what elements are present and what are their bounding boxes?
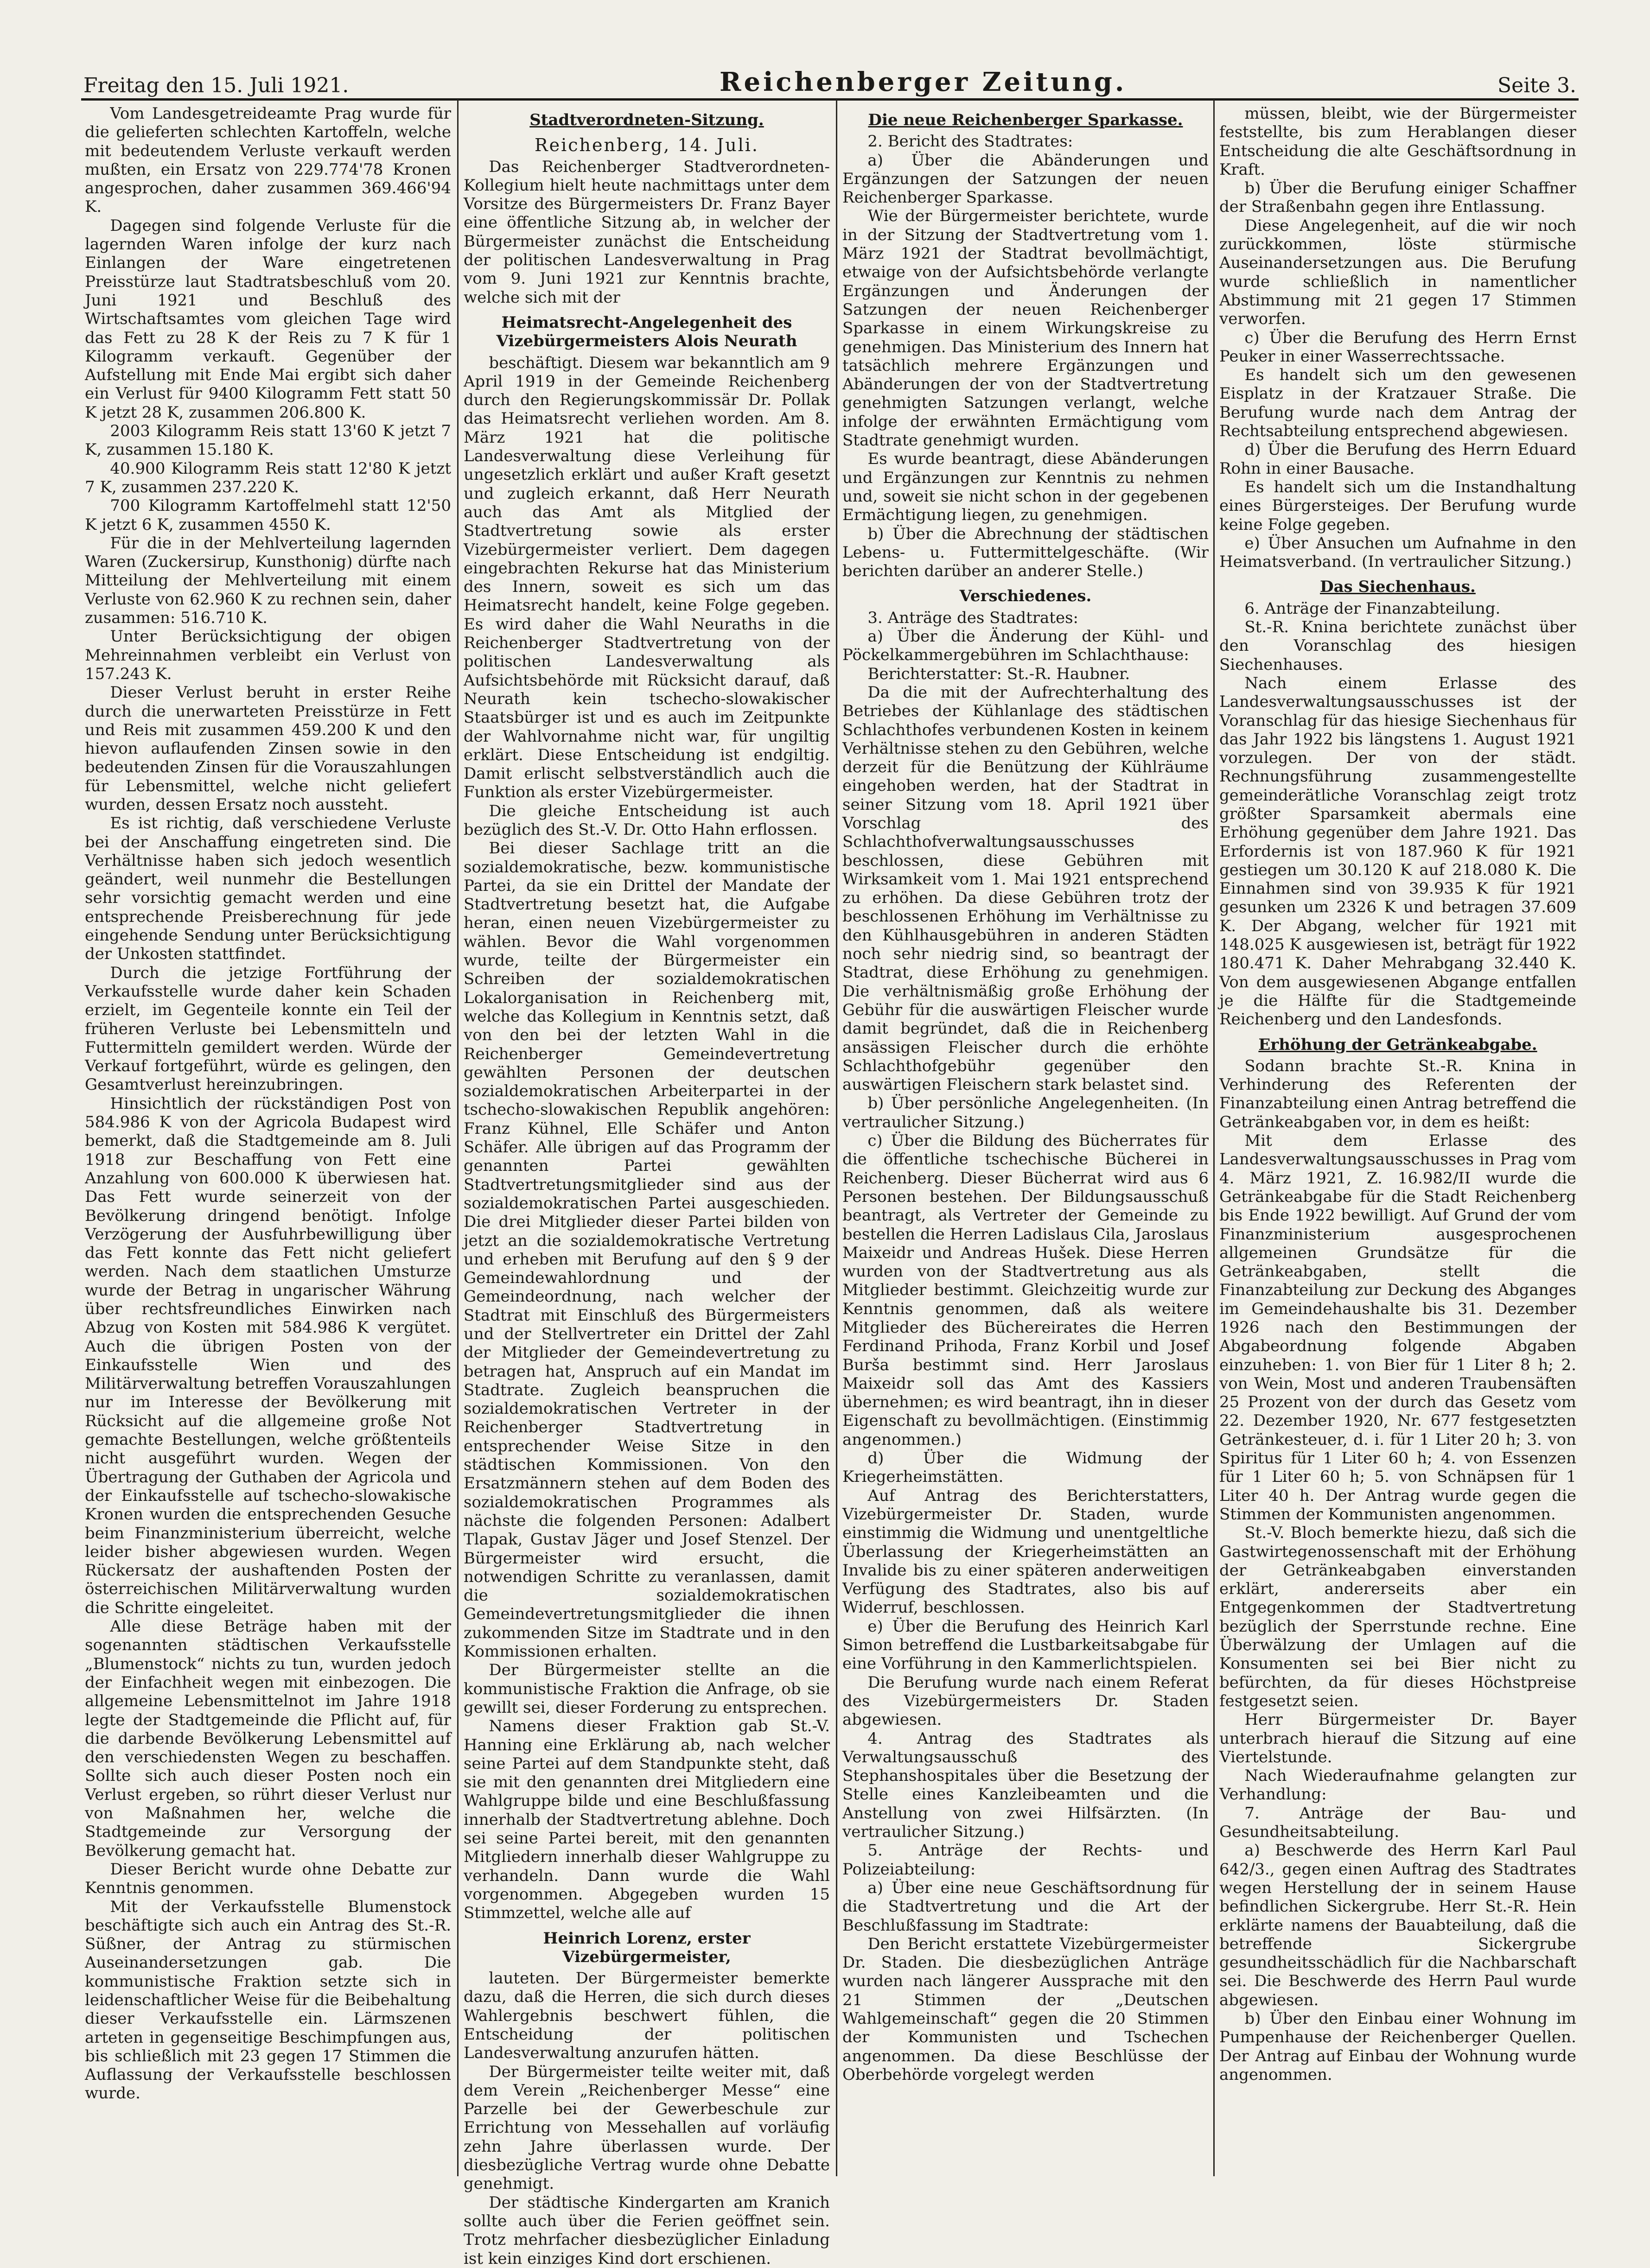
- column-4: [1219, 104, 1576, 2176]
- column-3: [842, 104, 1209, 2176]
- paragraph: 40.900 Kilogramm Reis statt 12'80 K jetzt 7 K, zusammen 237.220 K.: [85, 459, 451, 496]
- paragraph: d) Über die Berufung des Herrn Eduard Rohn in einer Bausache.: [1219, 440, 1576, 478]
- paragraph: Der städtische Kindergarten am Kranich sollte auch über die Ferien geöffnet sein. Trotz mehrfacher diesbezüglicher Einladung ist kein einziges Kind dort erschienen.: [464, 2193, 830, 2268]
- header-rule: [81, 98, 1579, 101]
- paragraph: b) Über persönliche Angelegenheiten. (In vertraulicher Sitzung.): [842, 1094, 1209, 1131]
- section-heading: Das Siechenhaus.: [1320, 578, 1476, 597]
- paragraph: Bei dieser Sachlage tritt an die sozialdemokratische, bezw. kommunistische Partei, da sie ein Drittel der Mandate der Stadtvertretung besetzt hat, die Aufgabe heran, einen neuen Vizebürgermeister zu wählen. Bevor die Wahl vorgenommen wurde, teilte der Bürgermeister ein Schreiben der sozialdemokratischen Lokalorganisation in Reichenberg mit, welche das Kollegium in Kenntnis setzt, daß von den bei der letzten Wahl in die Reichenberger Gemeindevertretung gewählten Personen der deutschen sozialdemokratischen Arbeiterpartei in der tschecho-slowakischen Republik angehören: Franz Kühnel, Elle Schäfer und Anton Schäfer. Alle übrigen auf das Programm der genannten Partei gewählten Stadtvertretungsmitglieder sind aus der sozialdemokratischen Partei ausgeschieden. Die drei Mitglieder dieser Partei bilden von jetzt an die sozialdemokratische Vertretung und erheben mit Berufung auf den § 9 der Gemeindewahlordnung und der Gemeindeordnung, nach welcher der Stadtrat mit Einschluß des Bürgermeisters und der Stellvertreter ein Drittel der Zahl der Mitglieder der Gemeindevertretung zu betragen hat, Anspruch auf ein Mandat im Stadtrate. Zugleich beanspruchen die sozialdemokratischen Vertreter in der Reichenberger Stadtvertretung in entsprechender Weise Sitze in den städtischen Kommissionen. Von den Ersatzmännern stehen auf dem Boden des sozialdemokratischen Programmes als nächste die folgenden Personen: Adalbert Tlapak, Gustav Jäger und Josef Stenzel. Der Bürgermeister wird ersucht, die notwendigen Schritte zu veranlassen, damit die sozialdemokratischen Gemeindevertretungsmitglieder die ihnen zukommenden Sitze im Stadtrate und in den Kommissionen erhalten.: [464, 839, 830, 1661]
- paragraph: Da die mit der Aufrechterhaltung des Betriebes der Kühlanlage des städtischen Schlachthofes verbundenen Kosten in keinem Verhältnisse stehen zu den Gebühren, welche derzeit für die Benützung der Kühlräume eingehoben werden, hat der Stadtrat in seiner Sitzung vom 18. April 1921 über Vorschlag des Schlachthofverwaltungsausschusses beschlossen, diese Gebühren mit Wirksamkeit vom 1. Mai 1921 entsprechend zu erhöhen. Da diese Gebühren trotz der beschlossenen Erhöhung im Verhältnisse zu den Kühlhausgebühren in anderen Städten noch sehr niedrig sind, so beantragt der Stadtrat, diese Erhöhung zu genehmigen. Die verhältnismäßig große Erhöhung der Gebühr für die auswärtigen Fleischer wurde damit begründet, daß die in Reichenberg ansässigen Fleischer durch die erhöhte Schlachthofgebühr gegenüber den auswärtigen Fleischern stark belastet sind.: [842, 683, 1209, 1094]
- paragraph: e) Über Ansuchen um Aufnahme in den Heimatsverband. (In vertraulicher Sitzung.): [1219, 534, 1576, 572]
- paragraph: Diese Angelegenheit, auf die wir noch zurückkommen, löste stürmische Auseinandersetzungen aus. Die Berufung wurde schließlich in namentlicher Abstimmung mit 21 gegen 17 Stimmen verworfen.: [1219, 216, 1576, 329]
- article-body: [842, 609, 1209, 2084]
- section-heading: Die neue Reichenberger Sparkasse.: [868, 111, 1183, 129]
- paragraph: St.-V. Bloch bemerkte hiezu, daß sich die Gastwirtegenossenschaft mit der Erhöhung der Getränkeabgaben einverstanden erklärt, andererseits aber ein Entgegenkommen der Stadtvertretung bezüglich der Sperrstunde rechne. Eine Überwälzung der Umlagen auf die Konsumenten sei bei Bier nicht zu befürchten, da für dieses Höchstpreise festgesetzt seien.: [1219, 1524, 1576, 1710]
- paragraph: 700 Kilogramm Kartoffelmehl statt 12'50 K jetzt 6 K, zusammen 4550 K.: [85, 496, 451, 534]
- paragraph: Herr Bürgermeister Dr. Bayer unterbrach hierauf die Sitzung auf eine Viertelstunde.: [1219, 1710, 1576, 1766]
- paragraph: Mit dem Erlasse des Landesverwaltungsausschusses in Prag vom 4. März 1921, Z. 16.982/II wurde die Getränkeabgabe für die Stadt Reichenberg bis Ende 1922 bewilligt. Auf Grund der vom Finanzministerium ausgesprochenen allgemeinen Grundsätze für die Getränkeabgaben, stellt die Finanzabteilung zur Deckung des Abganges im Gemeindehaushalte bis 31. Dezember 1926 nach den Bestimmungen der Abgabeordnung folgende Abgaben einzuheben: 1. von Bier für 1 Liter 8 h; 2. von Wein, Most und anderen Traubensäften 25 Prozent von der durch das Gesetz vom 22. Dezember 1920, Nr. 677 festgesetzten Getränkesteuer, d. i. für 1 Liter 20 h; 3. von Spiritus für 1 Liter 60 h; 4. von Essenzen für 1 Liter 60 h; 5. von Schnäpsen für 1 Liter 40 h. Der Antrag wurde gegen die Stimmen der Kommunisten angenommen.: [1219, 1131, 1576, 1524]
- paragraph: lauteten. Der Bürgermeister bemerkte dazu, daß die Herren, die sich durch dieses Wahlergebnis beschwert fühlen, die Entscheidung der politischen Landesverwaltung anzurufen hätten.: [464, 1969, 830, 2063]
- paragraph: Vom Landesgetreideamte Prag wurde für die gelieferten schlechten Kartoffeln, welche mit bedeutendem Verluste verkauft werden mußten, ein Ersatz von 229.774'78 Kronen angesprochen, daher zusammen 369.466'94 K.: [85, 104, 451, 216]
- section-heading: Stadtverordneten-Sitzung.: [529, 111, 764, 129]
- paragraph: Alle diese Beträge haben mit der sogenannten städtischen Verkaufsstelle „Blumenstock“ nichts zu tun, wurden jedoch der Einfachheit wegen mit einbezogen. Die allgemeine Lebensmittelnot im Jahre 1918 legte der Stadtgemeinde die Pflicht auf, für die darbende Bevölkerung Lebensmittel auf den verschiedensten Wegen zu beschaffen. Sollte sich auch dieser Posten noch ein Verlust ergeben, so rührt dieser Verlust nur von Maßnahmen her, welche die Stadtgemeinde zur Versorgung der Bevölkerung gemacht hat.: [85, 1617, 451, 1860]
- section-heading: Verschiedenes.: [959, 587, 1092, 606]
- article-body: [1219, 1057, 1576, 2084]
- paragraph: 3. Anträge des Stadtrates:: [867, 608, 1078, 627]
- article-body: [464, 354, 830, 1923]
- paragraph: a) Über die Änderung der Kühl- und Pöckelkammergebühren im Schlachthause:: [842, 627, 1209, 665]
- paragraph: St.-R. Knina berichtete zunächst über den Voranschlag des hiesigen Siechenhauses.: [1219, 618, 1576, 674]
- paragraph: 2003 Kilogramm Reis statt 13'60 K jetzt 7 K, zusammen 15.180 K.: [85, 422, 451, 459]
- paragraph: Die Berufung wurde nach einem Referat des Vizebürgermeisters Dr. Staden abgewiesen.: [842, 1673, 1209, 1729]
- article-body: [1219, 104, 1576, 571]
- paragraph: b) Über die Abrechnung der städtischen Lebens- u. Futtermittelgeschäfte. (Wir berichten darüber an anderer Stelle.): [842, 524, 1209, 581]
- column-divider: [1213, 100, 1215, 2176]
- paragraph: Der Bürgermeister stellte an die kommunistische Fraktion die Anfrage, ob sie gewillt sei, dieser Forderung zu entsprechen.: [464, 1661, 830, 1717]
- paragraph: 5. Anträge der Rechts- und Polizeiabteilung:: [842, 1841, 1209, 1879]
- article-body: [1219, 599, 1576, 1029]
- issue-date: Freitag den 15. Juli 1921.: [83, 74, 349, 97]
- paragraph: Berichterstatter: St.-R. Haubner.: [867, 664, 1130, 683]
- paragraph: c) Über die Bildung des Bücherrates für die öffentliche tschechische Bücherei in Reichenberg. Dieser Bücherrat wird aus 6 Personen bestehen. Der Bildungsausschuß beantragt, als Vertreter der Gemeinde zu bestellen die Herren Ladislaus Cila, Jaroslaus Maixeidr und Andreas Hušek. Diese Herren wurden von der Stadtvertretung aus als Mitglieder bestimmt. Gleichzeitig wurde zur Kenntnis genommen, daß als weitere Mitglieder des Büchereirates die Herren Ferdinand Prihoda, Franz Korbil und Josef Burša bestimmt sind. Herr Jaroslaus Maixeidr soll das Amt des Kassiers übernehmen; es wird beantragt, ihn in dieser Eigenschaft zu bevollmächtigen. (Einstimmig angenommen.): [842, 1131, 1209, 1449]
- paragraph: Mit der Verkaufsstelle Blumenstock beschäftigte sich auch ein Antrag des St.-R. Süßner, der Antrag zu stürmischen Auseinandersetzungen gab. Die kommunistische Fraktion setzte sich in leidenschaftlicher Weise für die Beibehaltung dieser Verkaufsstelle ein. Lärmszenen arteten in gegenseitige Beschimpfungen aus, bis schließlich mit 23 gegen 17 Stimmen die Auflassung der Verkaufsstelle beschlossen wurde.: [85, 1897, 451, 2103]
- paragraph: Für die in der Mehlverteilung lagernden Waren (Zuckersirup, Kunsthonig) dürfte nach Mitteilung der Mehlverteilung mit einem Verluste von 62.960 K zu rechnen sein, daher zusammen: 516.710 K.: [85, 534, 451, 628]
- article-body: [464, 1969, 830, 2268]
- paragraph: müssen, bleibt, wie der Bürgermeister feststellte, bis zum Herablangen dieser Entscheidung die alte Geschäftsordnung in Kraft.: [1219, 104, 1576, 179]
- paragraph: Namens dieser Fraktion gab St.-V. Hanning eine Erklärung ab, nach welcher seine Partei auf dem Standpunkte steht, daß sie mit den genannten drei Mitgliedern eine Wahlgruppe bilde und eine Beschlußfassung innerhalb der Stadtvertretung ablehne. Doch sei seine Partei bereit, mit den genannten Mitgliedern innerhalb dieser Wahlgruppe zu verhandeln. Dann wurde die Wahl vorgenommen. Abgegeben wurden 15 Stimmzettel, welche alle auf: [464, 1717, 830, 1923]
- page-header: [83, 65, 1576, 97]
- column-divider: [457, 100, 459, 2176]
- subheading: Heimatsrecht-Angelegenheit des Vizebürgermeisters Alois Neurath: [496, 313, 797, 351]
- paragraph: 4. Antrag des Stadtrates als Verwaltungsausschuß des Stephanshospitales über die Besetzung der Stelle eines Kanzleibeamten und die Anstellung von zwei Hilfsärzten. (In vertraulicher Sitzung.): [842, 1729, 1209, 1842]
- paragraph: Das Reichenberger Stadtverordneten-Kollegium hielt heute nachmittags unter dem Vorsitze des Bürgermeisters Dr. Franz Bayer eine öffentliche Sitzung ab, in welcher der Bürgermeister zunächst die Entscheidung der politischen Landesverwaltung in Prag vom 9. Juni 1921 zur Kenntnis brachte, welche sich mit der: [464, 157, 830, 307]
- paragraph: Es handelt sich um den gewesenen Eisplatz in der Kratzauer Straße. Die Berufung wurde nach dem Antrag der Rechtsabteilung entsprechend abgewiesen.: [1219, 366, 1576, 441]
- column-2: [464, 104, 830, 2268]
- dateline: Reichenberg, 14. Juli.: [534, 135, 759, 156]
- page-number: Seite 3.: [1497, 74, 1576, 97]
- paragraph: Nach Wiederaufnahme gelangten zur Verhandlung:: [1219, 1766, 1576, 1804]
- paragraph: a) Über eine neue Geschäftsordnung für die Stadtvertretung und die Art der Beschlußfassung im Stadtrate:: [842, 1878, 1209, 1935]
- paragraph: Durch die jetzige Fortführung der Verkaufsstelle wurde daher kein Schaden erzielt, im Gegenteile konnte ein Teil der früheren Verluste bei Lebensmitteln und Futtermitteln gemildert werden. Würde der Verkauf fortgeführt, würde es gelingen, den Gesamtverlust hereinzubringen.: [85, 963, 451, 1094]
- paragraph: Dagegen sind folgende Verluste für die lagernden Waren infolge der kurz nach Einlangen der Ware eingetretenen Preisstürze laut Stadtratsbeschluß vom 20. Juni 1921 und Beschluß des Wirtschaftsamtes vom gleichen Tage wird das Fett zu 28 K der Reis zu 7 K für 1 Kilogramm verkauft. Gegenüber der Aufstellung mit Ende Mai ergibt sich daher ein Verlust für 9400 Kilogramm Fett statt 50 K jetzt 28 K, zusammen 206.800 K.: [85, 216, 451, 422]
- paragraph: beschäftigt. Diesem war bekanntlich am 9 April 1919 in der Gemeinde Reichenberg durch den Regierungskommissär Dr. Pollak das Heimatsrecht verliehen worden. Am 8. März 1921 hat die politische Landesverwaltung diese Verleihung für ungesetzlich erklärt und außer Kraft gesetzt und zugleich erkannt, daß Herr Neurath auch das Amt als Mitglied der Stadtvertretung sowie als erster Vizebürgermeister verliert. Dem dagegen eingebrachten Rekurse hat das Ministerium des Innern, soweit es sich um das Heimatsrecht handelt, keine Folge gegeben. Es wird daher die Wahl Neuraths in die Reichenberger Stadtvertretung von der politischen Landesverwaltung als Aufsichtsbehörde mit Rücksicht darauf, daß Neurath kein tschecho-slowakischer Staatsbürger ist und es auch im Zeitpunkte der Wahlvornahme nicht war, für ungiltig erklärt. Diese Entscheidung ist endgiltig. Damit erlischt selbstverständlich auch die Funktion als erster Vizebürgermeister.: [464, 353, 830, 802]
- paragraph: Auf Antrag des Berichterstatters, Vizebürgermeister Dr. Staden, wurde einstimmig die Widmung und unentgeltliche Überlassung der Kriegerheimstätten an Invalide bis zu einer späteren anderweitigen Verfügung des Stadtrates, also bis auf Widerruf, beschlossen.: [842, 1486, 1209, 1617]
- column-1-body: [85, 104, 451, 2103]
- paragraph: Sodann brachte St.-R. Knina in Verhinderung des Referenten der Finanzabteilung einen Antrag betreffend die Getränkeabgaben vor, in dem es heißt:: [1219, 1056, 1576, 1131]
- section-heading: Erhöhung der Getränkeabgabe.: [1258, 1035, 1537, 1054]
- paragraph: d) Über die Widmung der Kriegerheimstätten.: [842, 1449, 1209, 1487]
- paragraph: b) Über die Berufung einiger Schaffner der Straßenbahn gegen ihre Entlassung.: [1219, 179, 1576, 216]
- column-divider: [836, 100, 837, 2176]
- paragraph: Nach einem Erlasse des Landesverwaltungsausschusses ist der Voranschlag für das hiesige Siechenhaus für das Jahr 1922 bis längstens 1. August 1921 vorzulegen. Der von der städt. Rechnungsführung zusammengestellte gemeinderätliche Voranschlag zeigt trotz größter Sparsamkeit abermals eine Erhöhung gegenüber dem Jahre 1921. Das Erfordernis ist von 187.960 K für 1921 gestiegen um 30.120 K auf 218.080 K. Die Einnahmen sind von 39.935 K für 1921 gesunken um 2326 K und betragen 37.609 K. Der Abgang, welcher für 1921 mit 148.025 K ausgewiesen ist, beträgt für 1922 180.471 K. Daher Mehrabgang 32.440 K. Von dem ausgewiesenen Abgange entfallen je die Hälfte für die Stadtgemeinde Reichenberg und den Landesfonds.: [1219, 673, 1576, 1029]
- paragraph: Es handelt sich um die Instandhaltung eines Bürgersteiges. Der Berufung wurde keine Folge gegeben.: [1219, 477, 1576, 534]
- paragraph: Der Bürgermeister teilte weiter mit, daß dem Verein „Reichenberger Messe“ eine Parzelle bei der Gewerbeschule zur Errichtung von Messehallen auf vorläufig zehn Jahre überlassen wurde. Der diesbezügliche Vertrag wurde ohne Debatte genehmigt.: [464, 2062, 830, 2193]
- paragraph: a) Beschwerde des Herrn Karl Paul 642/3., gegen einen Auftrag des Stadtrates wegen Herstellung der in seinem Hause befindlichen Sickergrube. Herr St.-R. Hein erklärte namens der Bauabteilung, daß die betreffende Sickergrube gesundheitsschädlich für die Nachbarschaft sei. Die Beschwerde des Herrn Paul wurde abgewiesen.: [1219, 1841, 1576, 2009]
- paragraph: Wie der Bürgermeister berichtete, wurde in der Sitzung der Stadtvertretung vom 1. März 1921 der Stadtrat bevollmächtigt, etwaige von der Aufsichtsbehörde verlangte Ergänzungen und Änderungen der Satzungen der neuen Reichenberger Sparkasse in einem Wirkungskreise zu genehmigen. Das Ministerium des Innern hat tatsächlich mehrere Ergänzungen und Abänderungen der von der Stadtvertretung genehmigten Satzungen verlangt, welche infolge der erwähnten Ermächtigung vom Stadtrate genehmigt wurden.: [842, 207, 1209, 450]
- paragraph: c) Über die Berufung des Herrn Ernst Peuker in einer Wasserrechtssache.: [1219, 328, 1576, 366]
- paragraph: Unter Berücksichtigung der obigen Mehreinnahmen verbleibt ein Verlust von 157.243 K.: [85, 627, 451, 683]
- column-1: [85, 104, 451, 2176]
- subheading: Heinrich Lorenz, erster Vizebürgermeister,: [543, 1929, 751, 1966]
- article-body: [464, 158, 830, 307]
- paragraph: Hinsichtlich der rückständigen Post von 584.986 K von der Agricola Budapest wird bemerkt, daß die Stadtgemeinde am 8. Juli 1918 zur Beschaffung von Fett eine Anzahlung von 600.000 K überwiesen hat. Das Fett wurde seinerzeit von der Bevölkerung dringend benötigt. Infolge Verzögerung der Ausfuhrbewilligung über das Fett konnte das Fett nicht geliefert werden. Nach dem staatlichen Umsturze wurde der Betrag in ungarischer Währung über rechtsfreundliches Einwirken nach Abzug von Kosten mit 584.986 K vergütet. Auch die übrigen Posten von der Einkaufsstelle Wien und des Militärverwaltung betreffen Vorauszahlungen nur im Interesse der Bevölkerung mit Rücksicht auf die allgemeine große Not gemachte Bestellungen, welche größtenteils nicht ausgeführt wurden. Wegen der Übertragung der Guthaben der Agricola und der Einkaufsstelle auf tschecho-slowakische Kronen wurden die entsprechenden Gesuche beim Finanzministerium überreicht, welche leider bisher abgewiesen wurden. Wegen Rückersatz der aushaftenden Posten der österreichischen Militärverwaltung wurden die Schritte eingeleitet.: [85, 1094, 451, 1617]
- paragraph: Es ist richtig, daß verschiedene Verluste bei der Anschaffung eingetreten sind. Die Verhältnisse haben sich jedoch wesentlich geändert, weil nunmehr die Bestellungen sehr vorsichtig gemacht werden und eine entsprechende Preisberechnung für jede eingehende Sendung unter Berücksichtigung der Unkosten stattfindet.: [85, 814, 451, 964]
- paragraph: e) Über die Berufung des Heinrich Karl Simon betreffend die Lustbarkeitsabgabe für eine Vorführung in den Kammerlichtspielen.: [842, 1617, 1209, 1673]
- paragraph: 2. Bericht des Stadtrates:: [867, 132, 1073, 151]
- paragraph: b) Über den Einbau einer Wohnung im Pumpenhause der Reichenberger Quellen. Der Antrag auf Einbau der Wohnung wurde angenommen.: [1219, 2009, 1576, 2084]
- paragraph: Den Bericht erstattete Vizebürgermeister Dr. Staden. Die diesbezüglichen Anträge wurden nach längerer Aussprache mit den 21 Stimmen der „Deutschen Wahlgemeinschaft“ gegen die 20 Stimmen der Kommunisten und Tschechen angenommen. Da diese Beschlüsse der Oberbehörde vorgelegt werden: [842, 1934, 1209, 2084]
- paragraph: Die gleiche Entscheidung ist auch bezüglich des St.-V. Dr. Otto Hahn erflossen.: [464, 801, 830, 839]
- paragraph: a) Über die Abänderungen und Ergänzungen der Satzungen der neuen Reichenberger Sparkasse.: [842, 151, 1209, 207]
- paragraph: Es wurde beantragt, diese Abänderungen und Ergänzungen zur Kenntnis zu nehmen und, soweit sie nicht schon in der gegebenen Ermächtigung liegen, zu genehmigen.: [842, 450, 1209, 525]
- paragraph: 7. Anträge der Bau- und Gesundheitsabteilung.: [1219, 1804, 1576, 1842]
- paragraph: Dieser Verlust beruht in erster Reihe durch die unerwarteten Preisstürze in Fett und Reis mit zusammen 459.200 K und den hievon auflaufenden Zinsen sowie in den bedeutenden Zinsen für die Vorauszahlungen für Lebensmittel, welche nicht geliefert wurden, dessen Ersatz noch aussteht.: [85, 683, 451, 814]
- paragraph: 6. Anträge der Finanzabteilung.: [1244, 599, 1501, 618]
- paragraph: Dieser Bericht wurde ohne Debatte zur Kenntnis genommen.: [85, 1860, 451, 1898]
- article-body: [842, 132, 1209, 580]
- masthead-title: Reichenberger Zeitung.: [719, 67, 1127, 97]
